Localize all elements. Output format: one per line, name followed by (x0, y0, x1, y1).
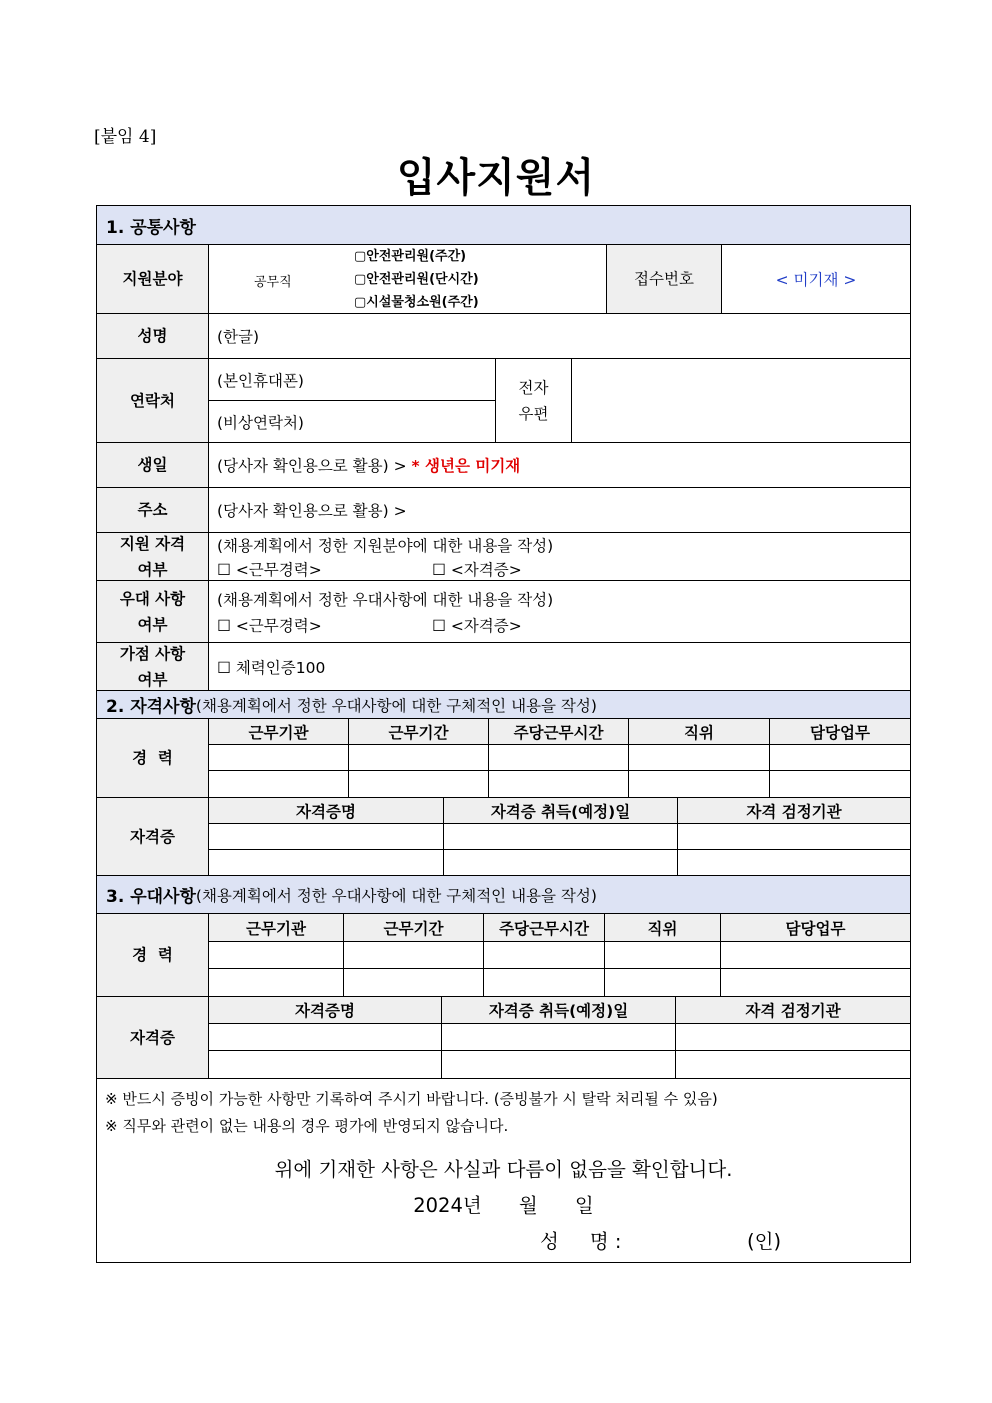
s2-cert-label: 자격증 (97, 798, 209, 876)
s2-career-cell[interactable] (770, 745, 910, 771)
s2-cert-cell[interactable] (444, 824, 678, 850)
pref-career-checkbox[interactable]: ☐ <근무경력> (217, 617, 322, 635)
s3-career-cell[interactable] (209, 942, 344, 969)
s3-career-cell[interactable] (605, 969, 721, 997)
s3-cert-cell[interactable] (442, 1024, 676, 1051)
date-line: 2024년 월 일 (413, 1194, 594, 1217)
s3-career-cell[interactable] (605, 942, 721, 969)
application-form (96, 205, 911, 1263)
section2-heading: 2. 자격사항 (채용계획에서 정한 우대사항에 대한 구체적인 내용을 작성) (97, 691, 910, 719)
s2-career-col-period: 근무기간 (349, 719, 489, 745)
bonus-label: 가점 사항 여부 (97, 643, 209, 691)
s3-career-cell[interactable] (209, 969, 344, 997)
name-label: 성명 (97, 314, 209, 359)
s2-cert-cell[interactable] (209, 824, 444, 850)
pref-cert-checkbox[interactable]: ☐ <자격증> (432, 617, 522, 635)
signature-label: 성 명 : (540, 1230, 622, 1253)
attachment-label: [붙임 4] (94, 127, 157, 147)
name-field[interactable]: (한글) (209, 314, 910, 359)
page-title: 입사지원서 (396, 155, 596, 201)
s3-career-col-position: 직위 (605, 914, 721, 942)
bonus-fitness-checkbox[interactable]: ☐ 체력인증100 (209, 643, 910, 691)
s2-cert-cell[interactable] (678, 824, 910, 850)
email-label: 전자 우편 (496, 359, 572, 443)
s3-cert-cell[interactable] (676, 1051, 910, 1079)
s3-cert-col-agency: 자격 검정기관 (676, 997, 910, 1024)
contact-label: 연락처 (97, 359, 209, 443)
birthday-warning: * 생년은 미기재 (411, 457, 521, 475)
s3-career-cell[interactable] (484, 942, 605, 969)
field-option-cleaner[interactable]: ▢시설물청소원(주간) (354, 295, 479, 310)
note-evidence: ※ 반드시 증빙이 가능한 사항만 기록하여 주시기 바랍니다. (증빙불가 시 탈락 처리될 수 있음) (105, 1090, 718, 1108)
qualification-label: 지원 자격 여부 (97, 533, 209, 581)
field-option-safety-part[interactable]: ▢안전관리원(단시간) (354, 272, 479, 287)
s3-career-col-org: 근무기관 (209, 914, 344, 942)
qualification-field: (채용계획에서 정한 지원분야에 대한 내용을 작성) ☐ <근무경력> ☐ <자격증> (209, 533, 910, 581)
address-label: 주소 (97, 488, 209, 533)
receipt-value: < 미기재 > (722, 245, 910, 314)
s2-career-cell[interactable] (629, 745, 770, 771)
s2-cert-col-agency: 자격 검정기관 (678, 798, 910, 824)
s2-career-cell[interactable] (770, 771, 910, 798)
s2-career-label: 경 력 (97, 719, 209, 798)
field-label: 지원분야 (97, 245, 209, 314)
section3-heading: 3. 우대사항 (채용계획에서 정한 우대사항에 대한 구체적인 내용을 작성) (97, 876, 910, 914)
s2-career-cell[interactable] (209, 745, 349, 771)
s2-career-cell[interactable] (489, 745, 629, 771)
field-option-safety-day[interactable]: ▢안전관리원(주간) (354, 249, 467, 264)
s2-career-cell[interactable] (489, 771, 629, 798)
emergency-contact-field[interactable]: (비상연락처) (209, 401, 496, 443)
s3-career-cell[interactable] (721, 969, 910, 997)
preference-field: (채용계획에서 정한 우대사항에 대한 내용을 작성) ☐ <근무경력> ☐ <자격증> (209, 581, 910, 643)
email-field[interactable] (572, 359, 910, 443)
declaration-text: 위에 기재한 사항은 사실과 다름이 없음을 확인합니다. (274, 1158, 733, 1181)
s3-career-col-duty: 담당업무 (721, 914, 910, 942)
s2-career-col-org: 근무기관 (209, 719, 349, 745)
preference-label: 우대 사항 여부 (97, 581, 209, 643)
s2-career-col-position: 직위 (629, 719, 770, 745)
s2-cert-col-name: 자격증명 (209, 798, 444, 824)
s2-cert-col-date: 자격증 취득(예정)일 (444, 798, 678, 824)
qual-cert-checkbox[interactable]: ☐ <자격증> (432, 561, 522, 579)
mobile-field[interactable]: (본인휴대폰) (209, 359, 496, 401)
field-options (354, 245, 479, 314)
s2-career-cell[interactable] (629, 771, 770, 798)
s3-career-col-period: 근무기간 (344, 914, 484, 942)
s3-career-cell[interactable] (344, 942, 484, 969)
address-field[interactable]: (당사자 확인용으로 활용) > (209, 488, 910, 533)
s3-career-cell[interactable] (721, 942, 910, 969)
s2-career-cell[interactable] (349, 771, 489, 798)
s3-cert-cell[interactable] (209, 1051, 442, 1079)
s2-career-col-duty: 담당업무 (770, 719, 910, 745)
signature-seal[interactable]: (인) (747, 1230, 782, 1253)
s2-cert-cell[interactable] (678, 850, 910, 876)
s2-cert-cell[interactable] (444, 850, 678, 876)
s2-career-cell[interactable] (209, 771, 349, 798)
s3-cert-col-date: 자격증 취득(예정)일 (442, 997, 676, 1024)
s3-career-cell[interactable] (344, 969, 484, 997)
field-category: 공무직 (254, 275, 292, 290)
s3-cert-col-name: 자격증명 (209, 997, 442, 1024)
s2-career-cell[interactable] (349, 745, 489, 771)
note-relevance: ※ 직무와 관련이 없는 내용의 경우 평가에 반영되지 않습니다. (105, 1117, 509, 1135)
birthday-label: 생일 (97, 443, 209, 488)
s3-cert-cell[interactable] (442, 1051, 676, 1079)
s3-career-cell[interactable] (484, 969, 605, 997)
birthday-field[interactable]: (당사자 확인용으로 활용) > * 생년은 미기재 (209, 443, 910, 488)
s3-cert-cell[interactable] (209, 1024, 442, 1051)
s3-cert-label: 자격증 (97, 997, 209, 1079)
section1-heading: 1. 공통사항 (97, 206, 910, 245)
s2-career-col-hours: 주당근무시간 (489, 719, 629, 745)
s3-cert-cell[interactable] (676, 1024, 910, 1051)
s2-cert-cell[interactable] (209, 850, 444, 876)
field-options-cell (209, 245, 607, 314)
s3-career-label: 경 력 (97, 914, 209, 997)
receipt-label: 접수번호 (607, 245, 722, 314)
s3-career-col-hours: 주당근무시간 (484, 914, 605, 942)
qual-career-checkbox[interactable]: ☐ <근무경력> (217, 561, 322, 579)
